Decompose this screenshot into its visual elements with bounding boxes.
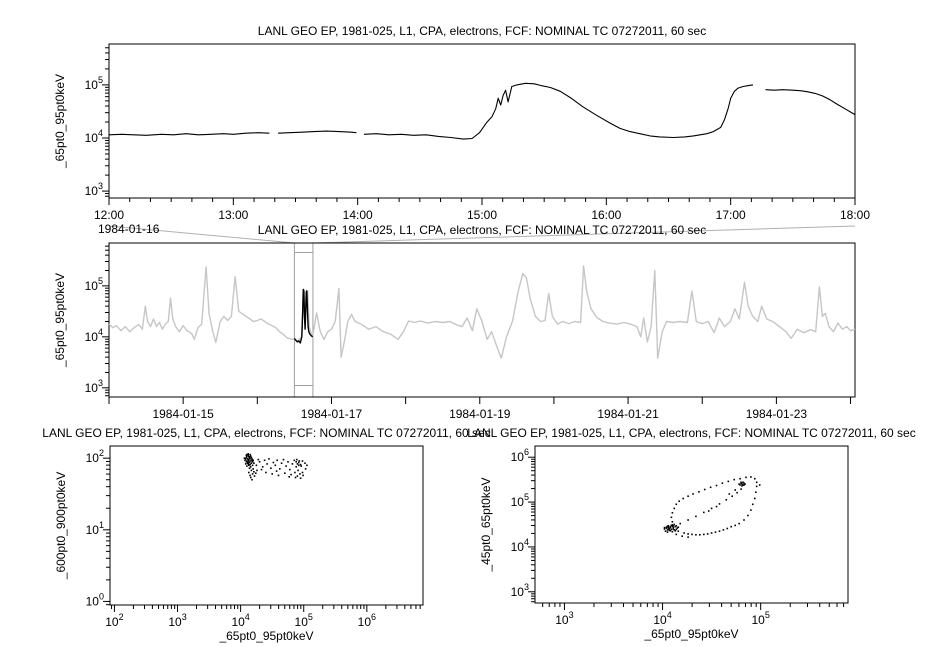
y-tick-label: $10^0$	[85, 591, 104, 609]
scatter-point	[250, 466, 252, 468]
y-axis[interactable]	[511, 447, 535, 602]
scatter-point	[691, 534, 693, 536]
scatter-point	[664, 528, 666, 530]
scatter-point	[297, 463, 299, 465]
x-axis-label: _65pt0_95pt0keV	[219, 629, 314, 643]
scatter-point	[682, 498, 684, 500]
scatter-point	[759, 484, 761, 486]
scatter-point	[669, 530, 671, 532]
scatter-point	[665, 530, 667, 532]
scatter-point	[747, 515, 749, 517]
overview-selection-box[interactable]	[294, 243, 313, 397]
detail-timeseries-plot-area[interactable]	[109, 44, 855, 198]
scatter-point	[740, 488, 742, 490]
scatter-point	[278, 475, 280, 477]
scatter-point	[285, 465, 287, 467]
scatter-point	[674, 508, 676, 510]
y-tick-label: $10^3$	[84, 181, 103, 199]
scatter-point	[755, 491, 757, 493]
scatter-point	[673, 527, 675, 529]
scatter-point	[292, 463, 294, 465]
scatter-point	[284, 472, 286, 474]
scatter-point	[728, 481, 730, 483]
panel-title: LANL GEO EP, 1981-025, L1, CPA, electrons, FCF: NOMINAL TC 07272011, 60 sec	[42, 426, 491, 440]
scatter-point	[251, 479, 253, 481]
scatter-point	[698, 491, 700, 493]
scatter-point	[251, 462, 253, 464]
x-axis[interactable]	[109, 397, 851, 421]
y-tick-label: $10^4$	[84, 326, 103, 344]
scatter-point	[719, 530, 721, 532]
scatter-point	[678, 530, 680, 532]
scatter-point	[258, 459, 260, 461]
scatter-point	[733, 479, 735, 481]
context-date-label: 1984-01-16	[98, 222, 160, 236]
x-tick-label: $10^3$	[555, 610, 574, 627]
scatter-point	[300, 465, 302, 467]
scatter-point	[300, 477, 302, 479]
y-axis-label: _600pt0_900pt0keV	[54, 471, 68, 580]
scatter-point	[708, 510, 710, 512]
scatter-point	[266, 463, 268, 465]
y-tick-label: $10^4$	[84, 127, 103, 145]
panel-title: LANL GEO EP, 1981-025, L1, CPA, electrons, FCF: NOMINAL TC 07272011, 60 sec	[257, 223, 707, 237]
scatter-point	[253, 471, 255, 473]
scatter-point	[672, 531, 674, 533]
y-tick-label: $10^6$	[510, 447, 529, 465]
scatter-point	[681, 535, 683, 537]
scatter-point	[671, 517, 673, 519]
x-axis[interactable]	[105, 605, 420, 629]
scatter-point	[752, 504, 754, 506]
scatter-point	[244, 460, 246, 462]
time-series-line-0	[109, 266, 855, 358]
x-tick-label: 1984-01-17	[300, 407, 363, 421]
scatter-point	[664, 527, 666, 529]
scatter-point	[738, 523, 740, 525]
scatter-point	[729, 493, 731, 495]
scatter-point	[745, 477, 747, 479]
scatter-point	[252, 473, 254, 475]
scatter-point	[249, 475, 251, 477]
scatter-point	[302, 472, 304, 474]
scatter-point	[298, 465, 300, 467]
scatter-point	[695, 516, 697, 518]
scatter-point	[739, 478, 741, 480]
scatter-point	[675, 530, 677, 532]
scatter-point	[249, 454, 251, 456]
scatter-point	[722, 482, 724, 484]
time-series-line-0	[109, 83, 855, 139]
scatter-point	[667, 526, 669, 528]
scatter-point	[695, 534, 697, 536]
scatter-point	[270, 467, 272, 469]
scatter-point	[289, 469, 291, 471]
scatter-point	[255, 472, 257, 474]
scatter-600-900-vs-65-95-plot-area[interactable]	[110, 446, 423, 605]
scatter-point	[295, 477, 297, 479]
x-tick-label: $10^5$	[751, 610, 770, 627]
scatter-point	[256, 465, 258, 467]
scatter-point	[678, 500, 680, 502]
scatter-point	[304, 462, 306, 464]
scatter-point	[295, 466, 297, 468]
scatter-point	[739, 484, 741, 486]
scatter-point	[264, 460, 266, 462]
scatter-point	[251, 458, 253, 460]
y-axis-label: _65pt0_95pt0keV	[53, 73, 67, 169]
scatter-point	[719, 503, 721, 505]
scatter-point	[296, 459, 298, 461]
scatter-point	[672, 512, 674, 514]
scatter-point	[299, 460, 301, 462]
scatter-point	[750, 476, 752, 478]
scatter-point	[726, 499, 728, 501]
scatter-point	[265, 472, 267, 474]
scatter-point	[244, 457, 246, 459]
scatter-point	[273, 462, 275, 464]
scatter-point	[261, 469, 263, 471]
scatter-point	[678, 526, 680, 528]
scatter-point	[290, 474, 292, 476]
scatter-point	[756, 486, 758, 488]
scatter-point	[673, 525, 675, 527]
scatter-point	[281, 462, 283, 464]
scatter-point	[246, 457, 248, 459]
x-tick-label: 15:00	[466, 208, 498, 222]
y-tick-label: $10^1$	[85, 519, 104, 537]
scatter-points	[244, 453, 308, 480]
scatter-point	[672, 521, 674, 523]
x-axis[interactable]	[543, 603, 844, 627]
scatter-point	[262, 466, 264, 468]
y-axis[interactable]	[85, 48, 109, 198]
scatter-point	[254, 475, 256, 477]
x-tick-label: 1984-01-19	[449, 407, 511, 421]
scatter-point	[248, 461, 250, 463]
scatter-point	[687, 519, 689, 521]
scatter-point	[710, 487, 712, 489]
scatter-point	[275, 465, 277, 467]
scatter-point	[302, 460, 304, 462]
panel-scatter-600-900-vs-65-95	[42, 426, 490, 643]
scatter-point	[754, 498, 756, 500]
scatter-point	[671, 529, 673, 531]
scatter-point	[252, 465, 254, 467]
scatter-point	[687, 495, 689, 497]
scatter-point	[297, 475, 299, 477]
scatter-point	[299, 473, 301, 475]
time-series-line-1	[294, 289, 312, 343]
scatter-point	[666, 527, 668, 529]
scatter-point	[287, 461, 289, 463]
scatter-point	[740, 482, 742, 484]
scatter-point	[249, 467, 251, 469]
x-tick-label: 12:00	[93, 208, 125, 222]
scatter-point	[305, 468, 307, 470]
y-tick-label: $10^5$	[510, 492, 529, 510]
y-tick-label: $10^5$	[84, 275, 103, 293]
scatter-point	[245, 463, 247, 465]
x-tick-label: 14:00	[342, 208, 373, 222]
scatter-point	[252, 461, 254, 463]
scatter-point	[707, 533, 709, 535]
scatter-point	[676, 525, 678, 527]
scatter-point	[256, 470, 258, 472]
scatter-point	[683, 532, 685, 534]
y-tick-label: $10^3$	[510, 581, 529, 599]
scatter-points	[664, 476, 761, 538]
scatter-point	[294, 460, 296, 462]
x-tick-label: 1984-01-23	[745, 407, 808, 421]
scatter-point	[711, 508, 713, 510]
x-tick-label: 16:00	[591, 208, 622, 222]
scatter-point	[679, 523, 681, 525]
scatter-point	[253, 462, 255, 464]
panel-scatter-45-65-vs-65-95	[467, 426, 915, 641]
scatter-point	[247, 453, 249, 455]
y-axis-label: _45pt0_65pt0keV	[479, 477, 493, 572]
scatter-point	[703, 512, 705, 514]
scatter-point	[727, 528, 729, 530]
scatter-point	[294, 472, 296, 474]
scatter-point	[268, 458, 270, 460]
scatter-point	[252, 468, 254, 470]
scatter-point	[247, 459, 249, 461]
x-tick-label: $10^4$	[653, 610, 672, 627]
x-tick-label: $10^6$	[357, 612, 377, 629]
panel-context-overview	[53, 223, 855, 421]
scatter-point	[716, 485, 718, 487]
y-tick-label: $10^4$	[510, 536, 529, 554]
scatter-45-65-vs-65-95-plot-area[interactable]	[535, 446, 848, 603]
scatter-point	[704, 489, 706, 491]
scatter-point	[699, 534, 701, 536]
scatter-point	[306, 465, 308, 467]
scatter-point	[743, 484, 745, 486]
scatter-point	[692, 493, 694, 495]
scatter-point	[736, 492, 738, 494]
y-tick-label: $10^5$	[84, 74, 103, 92]
scatter-point	[687, 533, 689, 535]
scatter-point	[302, 475, 304, 477]
x-tick-label: 18:00	[839, 208, 871, 222]
x-tick-label: 1984-01-21	[597, 407, 659, 421]
scatter-point	[743, 519, 745, 521]
scatter-point	[249, 464, 251, 466]
scatter-point	[283, 459, 285, 461]
scatter-point	[298, 462, 300, 464]
x-tick-label: 1984-01-15	[152, 407, 214, 421]
scatter-point	[687, 536, 689, 538]
y-tick-label: $10^3$	[84, 377, 103, 395]
scatter-point	[734, 525, 736, 527]
scatter-point	[676, 504, 678, 506]
scatter-point	[249, 456, 251, 458]
y-axis[interactable]	[86, 448, 110, 608]
scatter-point	[276, 460, 278, 462]
x-tick-label: $10^3$	[168, 612, 187, 629]
scatter-point	[670, 526, 672, 528]
scatter-point	[250, 477, 252, 479]
scatter-point	[288, 476, 290, 478]
x-tick-label: $10^5$	[294, 612, 313, 629]
scatter-point	[703, 534, 705, 536]
scatter-point	[734, 489, 736, 491]
scatter-point	[248, 472, 250, 474]
scatter-point	[300, 464, 302, 466]
scatter-point	[730, 526, 732, 528]
scatter-point	[252, 460, 254, 462]
scatter-point	[731, 495, 733, 497]
scatter-point	[754, 478, 756, 480]
scatter-point	[667, 531, 669, 533]
scatter-point	[723, 529, 725, 531]
scatter-point	[279, 468, 281, 470]
scatter-point	[246, 455, 248, 457]
scatter-point	[711, 532, 713, 534]
panel-detail-timeseries	[53, 24, 870, 236]
x-tick-label: 17:00	[715, 208, 746, 222]
scatter-point	[276, 470, 278, 472]
scatter-point	[295, 461, 297, 463]
panel-title: LANL GEO EP, 1981-025, L1, CPA, electrons, FCF: NOMINAL TC 07272011, 60 sec	[257, 24, 707, 38]
y-axis[interactable]	[85, 246, 109, 396]
y-tick-label: $10^2$	[85, 448, 104, 466]
x-tick-label: $10^4$	[231, 612, 250, 629]
scatter-point	[259, 461, 261, 463]
y-axis-label: _65pt0_95pt0keV	[53, 272, 67, 368]
scatter-point	[676, 534, 678, 536]
scatter-point	[750, 509, 752, 511]
x-tick-label: $10^2$	[105, 612, 124, 629]
scatter-point	[741, 485, 743, 487]
x-tick-label: 13:00	[218, 208, 249, 222]
scatter-point	[756, 482, 758, 484]
scatter-point	[246, 465, 248, 467]
x-axis-label: _65pt0_95pt0keV	[644, 627, 739, 641]
scatter-point	[716, 506, 718, 508]
scatter-point	[271, 473, 273, 475]
scatter-point	[673, 528, 675, 530]
scatter-point	[249, 458, 251, 460]
scatter-point	[715, 531, 717, 533]
panel-title: LANL GEO EP, 1981-025, L1, CPA, electrons, FCF: NOMINAL TC 07272011, 60 sec	[467, 426, 916, 440]
scatter-point	[676, 529, 678, 531]
scatter-point	[297, 470, 299, 472]
scatter-point	[251, 470, 253, 472]
